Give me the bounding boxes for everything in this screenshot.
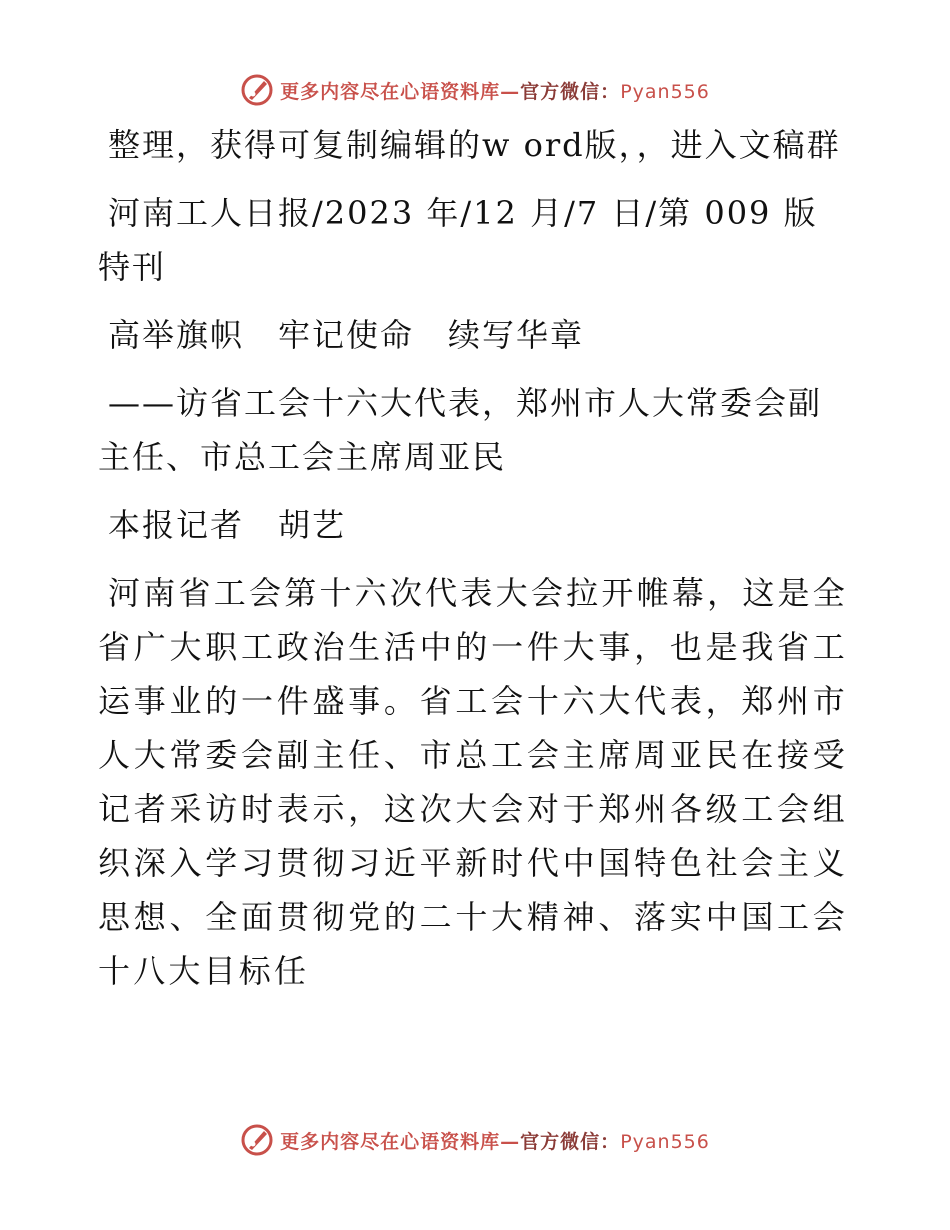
- article-subtitle: ——访省工会十六大代表，郑州市人大常委会副主任、市总工会主席周亚民: [98, 384, 823, 476]
- watermark-wechat: 官方微信：: [520, 1130, 621, 1153]
- watermark-text: [280, 77, 710, 104]
- document-body: [98, 118, 848, 1012]
- watermark-text: [280, 1127, 710, 1154]
- intro-note: 整理，获得可复制编辑的w ord版，，进入文稿群: [108, 126, 841, 164]
- watermark-wechat: 官方微信：: [520, 80, 621, 103]
- watermark-id: Pyan556: [620, 80, 710, 103]
- watermark-main: 更多内容尽在心语资料库: [280, 1130, 501, 1153]
- watermark-main: 更多内容尽在心语资料库: [280, 80, 501, 103]
- header-watermark: [0, 70, 950, 110]
- body-paragraph: 河南省工会第十六次代表大会拉开帷幕，这是全省广大职工政治生活中的一件大事，也是我省工运事业的一件盛事。省工会十六大代表，郑州市人大常委会副主任、市总工会主席周亚民在接受记者采访时表示，这次大会对于郑州各级工会组织深入学习贯彻习近平新时代中国特色社会主义思想、全面贯彻党的二十大精神、落实中国工会十八大目标任: [98, 574, 848, 990]
- watermark-id: Pyan556: [620, 1130, 710, 1153]
- watermark-dash: —: [500, 1130, 521, 1153]
- quill-circle-icon: [240, 1123, 274, 1157]
- article-title: 高举旗帜 牢记使命 续写华章: [108, 316, 585, 354]
- quill-circle-icon: [240, 73, 274, 107]
- byline: 本报记者 胡艺: [108, 506, 347, 544]
- watermark-dash: —: [500, 80, 521, 103]
- source-line: 河南工人日报/2023 年/12 月/7 日/第 009 版特刊: [98, 194, 818, 286]
- footer-watermark: [0, 1120, 950, 1160]
